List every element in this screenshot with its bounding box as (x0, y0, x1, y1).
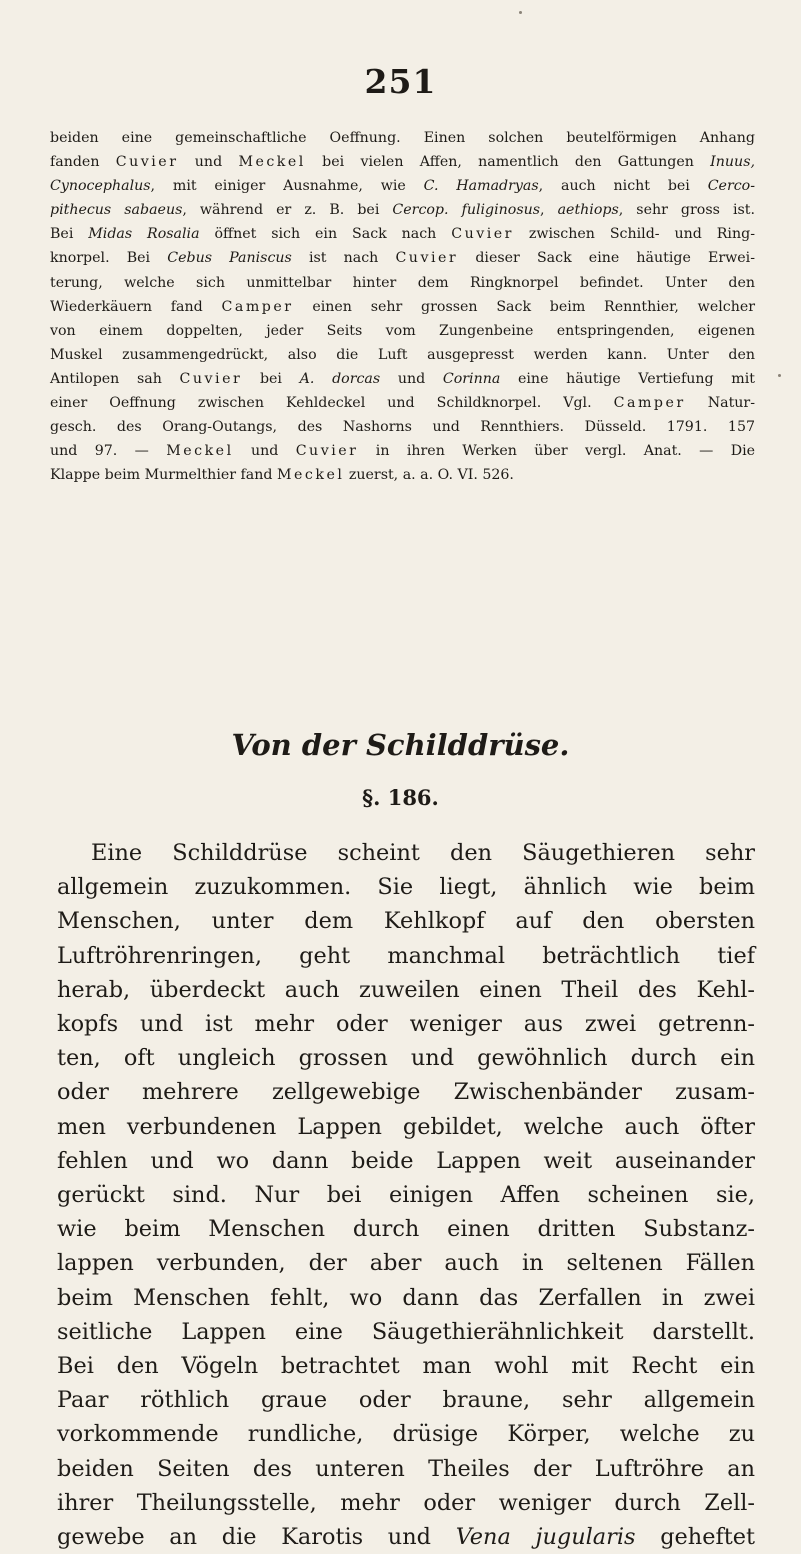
text-run: und (380, 370, 443, 387)
text-run: Cuvier (115, 154, 179, 171)
text-run: Camper (221, 298, 294, 315)
body-line (57, 1212, 755, 1246)
text-run: eine häutige Vertiefung mit (500, 370, 755, 387)
text-run: , sehr gross ist. (618, 202, 755, 219)
body-line (57, 1486, 755, 1520)
text-run: , auch nicht bei (538, 178, 708, 195)
text-run: Muskel zusammengedrückt, also die Luft ausgepresst werden kann. Unter den (50, 346, 755, 363)
text-run: beiden eine gemeinschaftliche Oeffnung. Einen solchen beutelförmigen Anhang (50, 130, 755, 146)
text-run: C. Hamadryas (423, 178, 539, 195)
section-number: §. 186. (362, 785, 439, 810)
text-run: oder mehrere zellgewebige Zwischenbänder zusam- (57, 1079, 755, 1106)
body-line (57, 1349, 755, 1383)
footnote-line (50, 391, 755, 415)
body-line (57, 1452, 755, 1486)
text-run: Vena jugularis (455, 1524, 636, 1551)
footnote-line (50, 367, 755, 391)
text-run: öffnet sich ein Sack nach (199, 226, 452, 243)
text-run: Antilopen sah (50, 370, 180, 387)
text-run: , (540, 202, 558, 219)
footnote-line (50, 295, 755, 319)
text-run: , mit einiger Ausnahme, wie (150, 178, 424, 195)
print-speck (778, 374, 781, 377)
body-line (57, 1144, 755, 1178)
body-line (57, 836, 755, 870)
text-run: einer Oeffnung zwischen Kehldeckel und Schildknorpel. Vgl. (50, 395, 614, 412)
text-run: Eine Schilddrüse scheint den Säugethieren sehr (91, 840, 755, 866)
body-paragraph (57, 836, 755, 1554)
body-line (57, 1007, 755, 1041)
text-run: dieser Sack eine häutige Erwei- (458, 250, 756, 267)
body-line (57, 973, 755, 1007)
text-run: kopfs und ist mehr oder weniger aus zwei getrenn- (57, 1011, 755, 1038)
text-run: ihrer Theilungsstelle, mehr oder weniger durch Zell- (57, 1489, 755, 1516)
text-run: gesch. des Orang-Outangs, des Nashorns und Rennthiers. Düsseld. 1791. 157 (50, 419, 755, 436)
body-line (57, 904, 755, 938)
text-run: fehlen und wo dann beide Lappen weit auseinander (57, 1147, 755, 1174)
text-run: seitliche Lappen eine Säugethierähnlichkeit darstellt. (57, 1318, 755, 1345)
text-run: terung, welche sich unmittelbar hinter dem Ringknorpel befindet. Unter den (50, 274, 755, 291)
text-run: wie beim Menschen durch einen dritten Substanz- (57, 1216, 755, 1243)
footnote-line (50, 271, 755, 295)
footnote-line (50, 198, 755, 222)
text-run: von einem doppelten, jeder Seits vom Zungenbeine entspringenden, eigenen (50, 322, 755, 339)
text-run: Cerco- (707, 178, 756, 195)
footnote-line (50, 439, 755, 463)
footnote-line (50, 343, 755, 367)
body-line (57, 1383, 755, 1417)
body-line (57, 1417, 755, 1451)
text-run: Cercop. fuliginosus (392, 202, 541, 219)
text-run: herab, überdeckt auch zuweilen einen Theil des Kehl- (57, 976, 755, 1003)
text-run: Cuvier (295, 443, 359, 460)
section-heading: Von der Schilddrüse. (231, 728, 570, 762)
body-line (57, 1281, 755, 1315)
text-run: beiden Seiten des unteren Theiles der Luftröhre an (57, 1455, 755, 1482)
text-run: aethiops (557, 202, 619, 219)
footnote-line (50, 246, 755, 270)
text-run: Cuvier (179, 370, 243, 387)
text-run: allgemein zuzukommen. Sie liegt, ähnlich wie beim (57, 874, 755, 901)
text-run: Cebus Paniscus (167, 250, 292, 267)
text-run: Inuus, (710, 154, 755, 171)
text-run: einen sehr grossen Sack beim Rennthier, welcher (293, 298, 756, 315)
text-run: Klappe beim Murmelthier fand (50, 467, 277, 484)
text-run: lappen verbunden, der aber auch in seltenen Fällen (57, 1250, 755, 1277)
text-run: pithecus sabaeus (50, 202, 183, 219)
text-run: Bei (50, 226, 89, 243)
footnote-line (50, 222, 755, 246)
print-speck (519, 11, 522, 14)
body-line (57, 1246, 755, 1280)
text-run: A. dorcas (299, 370, 381, 387)
text-run: gewebe an die Karotis und (57, 1524, 456, 1551)
text-run: bei (242, 370, 300, 387)
page-number: 251 (364, 62, 437, 101)
text-run: Meckel (238, 154, 306, 171)
body-line (57, 939, 755, 973)
text-run: Cynocephalus (50, 178, 151, 195)
text-run: Wiederkäuern fand (50, 298, 222, 315)
text-run: zwischen Schild- und Ring- (513, 226, 755, 243)
body-line (57, 1110, 755, 1144)
text-run: men verbundenen Lappen gebildet, welche auch öfter (57, 1113, 755, 1140)
text-run: und 97. — (50, 443, 167, 460)
text-run: Menschen, unter dem Kehlkopf auf den obersten (57, 908, 755, 935)
text-run: Meckel (166, 443, 234, 460)
text-run: bei vielen Affen, namentlich den Gattungen (305, 154, 711, 171)
text-run: Cuvier (451, 226, 514, 243)
text-run: beim Menschen fehlt, wo dann das Zerfallen in zwei (57, 1284, 755, 1311)
text-run: Meckel (276, 467, 345, 484)
text-run: und (233, 443, 296, 460)
text-run: Paar röthlich graue oder braune, sehr allgemein (57, 1387, 755, 1414)
footnote-paragraph (50, 126, 755, 487)
text-run: Camper (613, 395, 686, 412)
text-run: Midas Rosalia (88, 226, 200, 243)
body-line (57, 1178, 755, 1212)
body-line (57, 1041, 755, 1075)
text-run: fanden (50, 154, 116, 171)
footnote-line (50, 319, 755, 343)
text-run: geheftet (635, 1524, 756, 1551)
text-run: vorkommende rundliche, drüsige Körper, welche zu (57, 1421, 755, 1448)
text-run: in ihren Werken über vergl. Anat. — Die (358, 443, 756, 460)
text-run: Bei den Vögeln betrachtet man wohl mit Recht ein (57, 1353, 755, 1380)
text-run: Natur- (685, 395, 755, 412)
text-run: , während er z. B. bei (182, 202, 393, 219)
text-run: Cuvier (395, 250, 459, 267)
footnote-line (50, 150, 755, 174)
text-run: gerückt sind. Nur bei einigen Affen scheinen sie, (57, 1182, 755, 1209)
text-run: zuerst, a. a. O. VI. 526. (344, 467, 514, 484)
footnote-line (50, 174, 755, 198)
text-run: Corinna (442, 370, 501, 387)
body-line (57, 1315, 755, 1349)
text-run: Luftröhrenringen, geht manchmal beträchtlich tief (57, 942, 755, 969)
footnote-line (50, 415, 755, 439)
footnote-line (50, 463, 755, 487)
body-line (57, 1520, 755, 1554)
text-run: knorpel. Bei (50, 250, 168, 267)
text-run: ten, oft ungleich grossen und gewöhnlich durch ein (57, 1045, 755, 1072)
body-line (57, 870, 755, 904)
footnote-line (50, 126, 755, 150)
text-run: ist nach (291, 250, 396, 267)
body-line (57, 1075, 755, 1109)
text-run: und (178, 154, 239, 171)
